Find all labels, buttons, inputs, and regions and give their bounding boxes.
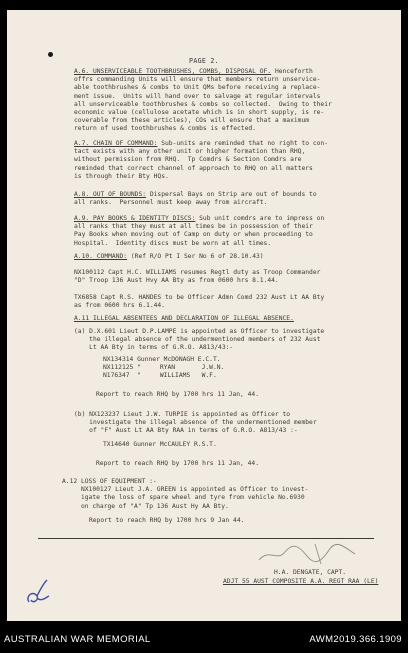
- absentee-list-b: TX14640 Gunner McCAULEY R.S.T.: [103, 441, 217, 448]
- paragraph-a10: [74, 253, 264, 261]
- signature-name: H.A. DENGATE, CAPT.: [274, 569, 347, 576]
- paragraph-a10-heading: A.10. COMMAND:: [74, 253, 128, 260]
- paragraph-a9-heading: A.9. PAY BOOKS & IDENTITY DISCS:: [74, 215, 196, 222]
- paragraph-a6-body: Henceforth offrs commanding Units will ensure that members return unservice- able toothbrushes & combs to Unit QMs before receiving a replace- ment issue. Units will hand over to salvage at regular intervals all unserviceable toothbrushes & combs so collected. Owing to their economic value (cellulose acetate which is in short supply, is re- coverable from these articles), COs will ensure that a maximum return of used toothbrushes & combs is effected.: [74, 68, 332, 133]
- report-deadline-a: Report to reach RHQ by 1700 hrs 11 Jan, 44.: [96, 391, 260, 398]
- pen-mark: [23, 578, 53, 606]
- archive-footer: [0, 626, 408, 653]
- paragraph-a9-body: Sub unit comdrs are to impress on all ranks that they must at all times be in possession of their Pay Books when moving out of Camp on duty or when proceeding to Hospital. Identity discs must be worn at all times.: [74, 215, 325, 247]
- paragraph-a10-body: (Ref R/O Pt I Ser No 6 of 28.10.43): [130, 253, 264, 260]
- divider-line: [38, 538, 374, 539]
- paragraph-a11-heading: A.11 ILLEGAL ABSENTEES AND DECLARATION OF ILLEGAL ABSENCE.: [74, 315, 294, 322]
- paragraph-a9: [74, 215, 324, 248]
- paragraph-a12: A.12 LOSS OF EQUIPMENT :- NX100127 Lieut J.A. GREEN is appointed as Officer to invest- igate the loss of spare wheel and tyre from vehicle No.6930 on charge of "A" Tp 136 Aust Hy AA Bty.: [62, 478, 309, 510]
- paragraph-a8-heading: A.8. OUT OF BOUNDS:: [74, 191, 147, 198]
- report-deadline-b: Report to reach RHQ by 1700 hrs 11 Jan, 44.: [96, 460, 260, 467]
- paragraph-a6: [74, 68, 332, 134]
- paragraph-a8-body: Dispersal Bays on Strip are out of bounds to all ranks. Personnel must keep away from aircraft.: [74, 191, 317, 207]
- paragraph-a7-body: Sub-units are reminded that no right to con- tact exists with any other unit or higher formation than RHQ, without permission from RHQ. Tp Comdrs & Section Comdrs are reminded that correct channel of approach to RHQ on all matters is through their Bty HQs.: [74, 140, 329, 180]
- paragraph-a6-heading: A.6. UNSERVICEABLE TOOTHBRUSHES, COMBS, DISPOSAL OF.: [74, 68, 272, 75]
- absentee-list-a: NX134314 Gunner McDONAGH E.C.T. NX112125 " RYAN J.W.N. N176347 " WILLIAMS W.F.: [103, 356, 225, 380]
- paragraph-a8: [74, 191, 317, 207]
- footer-accession-number: AWM2019.366.1909: [309, 634, 402, 645]
- document-page: [7, 10, 401, 621]
- signature-title: ADJT 55 AUST COMPOSITE A.A. REGT RAA (LE): [223, 578, 379, 585]
- paragraph-a7: [74, 140, 328, 181]
- handwritten-signature: [255, 540, 359, 568]
- report-deadline-a12: Report to reach RHQ by 1700 hrs 9 Jan 44.: [89, 517, 245, 524]
- footer-institution: AUSTRALIAN WAR MEMORIAL: [4, 634, 151, 645]
- paragraph-a7-heading: A.7. CHAIN OF COMMAND:: [74, 140, 158, 147]
- paragraph-a11-item-b: (b) NX123237 Lieut J.W. TURPIE is appointed as Officer to investigate the illegal absence of the undermentioned member of "F" Aust Lt AA Bty RAA in terms of G.R.O. A813/43 :-: [74, 411, 317, 435]
- paragraph-a11-item-a: (a) D.X.601 Lieut D.P.LAMPE is appointed as Officer to investigate the illegal absence of the undermentioned members of 232 Aust Lt AA Bty in terms of G.R.O. A813/43:-: [74, 328, 325, 352]
- command-entry-handes: TX6858 Capt R.S. HANDES to be Officer Admn Comd 232 Aust Lt AA Bty as from 0600 hrs 6.1.44.: [74, 294, 325, 310]
- page-title: PAGE 2.: [189, 57, 219, 65]
- command-entry-williams: NX100112 Capt H.C. WILLIAMS resumes Regtl duty as Troop Commander "D" Troop 136 Aust Hvy AA Bty as from 0600 hrs 8.1.44.: [74, 269, 321, 285]
